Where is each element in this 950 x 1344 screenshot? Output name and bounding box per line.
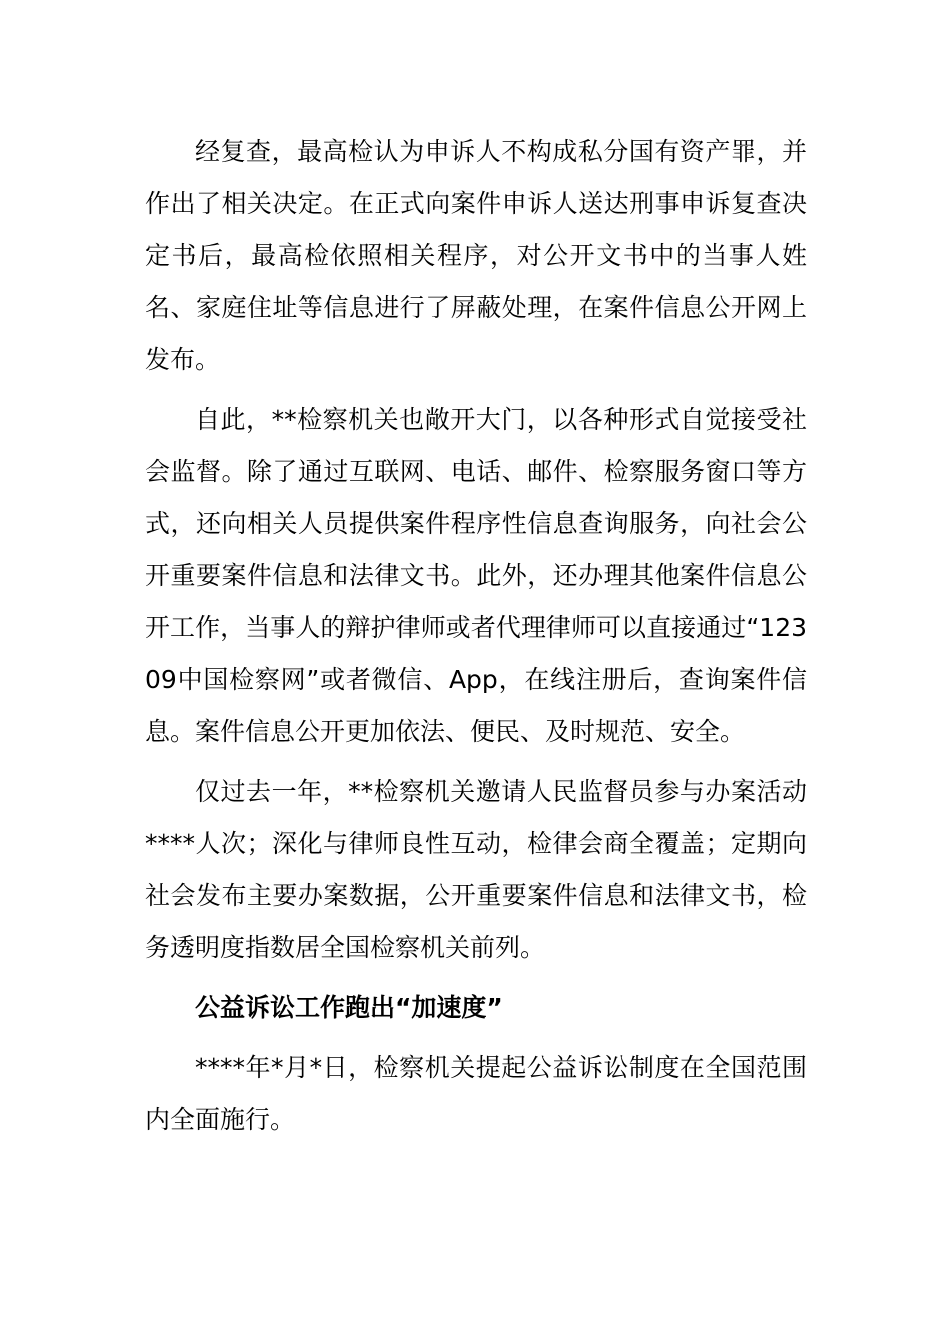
paragraph-review-decision: 经复查，最高检认为申诉人不构成私分国有资产罪，并作出了相关决定。在正式向案件申诉人送达刑事申诉复查决定书后，最高检依照相关程序，对公开文书中的当事人姓名、家庭住址等信息进行了屏蔽处理，在案件信息公开网上发布。 <box>145 137 807 374</box>
document-body <box>145 126 807 1154</box>
paragraph-public-interest-litigation: ****年*月*日，检察机关提起公益诉讼制度在全国范围内全面施行。 <box>145 1053 807 1134</box>
paragraph-past-year: 仅过去一年，**检察机关邀请人民监督员参与办案活动****人次；深化与律师良性互动，检律会商全覆盖；定期向社会发布主要办案数据，公开重要案件信息和法律文书，检务透明度指数居全国检察机关前列。 <box>145 777 807 962</box>
paragraph-social-supervision: 自此，**检察机关也敞开大门，以各种形式自觉接受社会监督。除了通过互联网、电话、邮件、检察服务窗口等方式，还向相关人员提供案件程序性信息查询服务，向社会公开重要案件信息和法律文书。此外，还办理其他案件信息公开工作，当事人的辩护律师或者代理律师可以直接通过“12309中国检察网”或者微信、App，在线注册后，查询案件信息。案件信息公开更加依法、便民、及时规范、安全。 <box>145 405 807 746</box>
section-heading: 公益诉讼工作跑出“加速度” <box>195 993 503 1022</box>
